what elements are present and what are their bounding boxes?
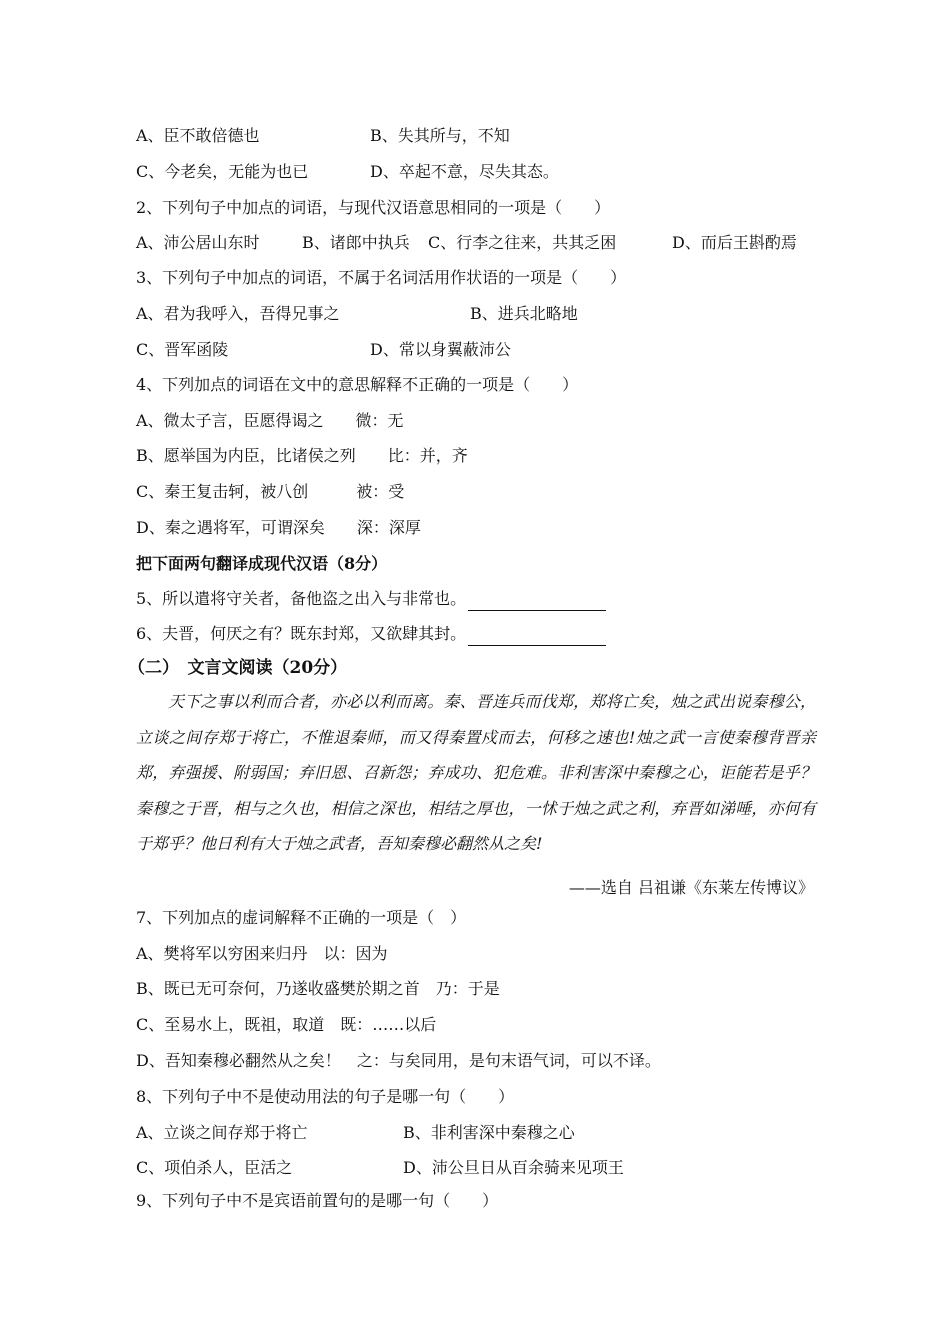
q8-option-d: D、沛公旦日从百余骑来见项王 xyxy=(403,1158,624,1177)
q3-option-a: A、君为我呼入，吾得兄事之 xyxy=(136,304,340,323)
q2-option-d: D、而后王斟酌焉 xyxy=(672,233,797,252)
q4-option-a: A、微太子言，臣愿得谒之 微：无 xyxy=(136,411,404,430)
q4-option-b: B、愿举国为内臣，比诸侯之列 比：并，齐 xyxy=(136,446,468,465)
q2-option-b: B、诸郎中执兵 xyxy=(302,233,410,252)
q6-answer-blank[interactable] xyxy=(468,629,606,646)
section2-heading: （二） 文言文阅读（20分） xyxy=(128,658,348,678)
passage: 天下之事以利而合者，亦必以利而离。秦、晋连兵而伐郑，郑将亡矣，烛之武出说秦穆公，立谈之间存郑于将亡，不惟退秦师，而又得秦置戍而去，何移之速也!烛之武一言使秦穆背晋亲郑，弃强援、附弱国；弃旧恩、召新怨；弃成功、犯危难。非利害深中秦穆之心，讵能若是乎？秦穆之于晋，相与之久也，相信之深也，相结之厚也，一怵于烛之武之利，弃晋如涕唾，亦何有于郑乎？他日利有大于烛之武者，吾知秦穆必翻然从之矣! xyxy=(136,692,816,854)
q2-option-c: C、行李之往来，共其乏困 xyxy=(428,233,617,252)
q1-option-a: A、臣不敢倍德也 xyxy=(136,126,260,145)
passage-source: ——选自 吕祖谦《东莱左传博议》 xyxy=(568,878,814,897)
q4-option-d: D、秦之遇将军，可谓深矣 深：深厚 xyxy=(136,518,421,537)
q4-stem: 4、下列加点的词语在文中的意思解释不正确的一项是（ ） xyxy=(136,375,579,394)
q1-option-d: D、卒起不意，尽失其态。 xyxy=(370,162,559,181)
q8-option-b: B、非利害深中秦穆之心 xyxy=(403,1123,575,1142)
q2-stem: 2、下列句子中加点的词语，与现代汉语意思相同的一项是（ ） xyxy=(136,198,611,217)
q3-option-d: D、常以身翼蔽沛公 xyxy=(370,340,511,359)
q6-line xyxy=(136,622,606,646)
q7-option-d: D、吾知秦穆必翻然从之矣！ 之：与矣同用，是句末语气词，可以不译。 xyxy=(136,1051,661,1070)
q9-stem: 9、下列句子中不是宾语前置句的是哪一句（ ） xyxy=(136,1191,499,1210)
q3-stem: 3、下列句子中加点的词语，不属于名词活用作状语的一项是（ ） xyxy=(136,268,627,287)
q3-option-b: B、进兵北略地 xyxy=(470,304,578,323)
q3-option-c: C、晋军函陵 xyxy=(136,340,229,359)
q7-stem: 7、下列加点的虚词解释不正确的一项是（ ） xyxy=(136,908,467,927)
q5-line xyxy=(136,587,606,611)
q5-text: 5、所以遣将守关者，备他盗之出入与非常也。 xyxy=(136,589,467,608)
q7-option-a: A、樊将军以穷困来归丹 以：因为 xyxy=(136,944,388,963)
q7-option-c: C、至易水上，既祖，取道 既：……以后 xyxy=(136,1015,437,1034)
q1-option-b: B、失其所与，不知 xyxy=(370,126,510,145)
q8-option-a: A、立谈之间存郑于将亡 xyxy=(136,1123,308,1142)
q8-stem: 8、下列句子中不是使动用法的句子是哪一句（ ） xyxy=(136,1087,515,1106)
q5-answer-blank[interactable] xyxy=(468,594,606,611)
translate-heading: 把下面两句翻译成现代汉语（8分） xyxy=(136,554,388,573)
q8-option-c: C、项伯杀人，臣活之 xyxy=(136,1158,293,1177)
q4-option-c: C、秦王复击轲，被八创 被：受 xyxy=(136,482,405,501)
q7-option-b: B、既已无可奈何，乃遂收盛樊於期之首 乃：于是 xyxy=(136,979,500,998)
q1-option-c: C、今老矣，无能为也已 xyxy=(136,162,309,181)
q2-option-a: A、沛公居山东时 xyxy=(136,233,260,252)
q6-text: 6、夫晋，何厌之有？既东封郑，又欲肆其封。 xyxy=(136,624,467,643)
